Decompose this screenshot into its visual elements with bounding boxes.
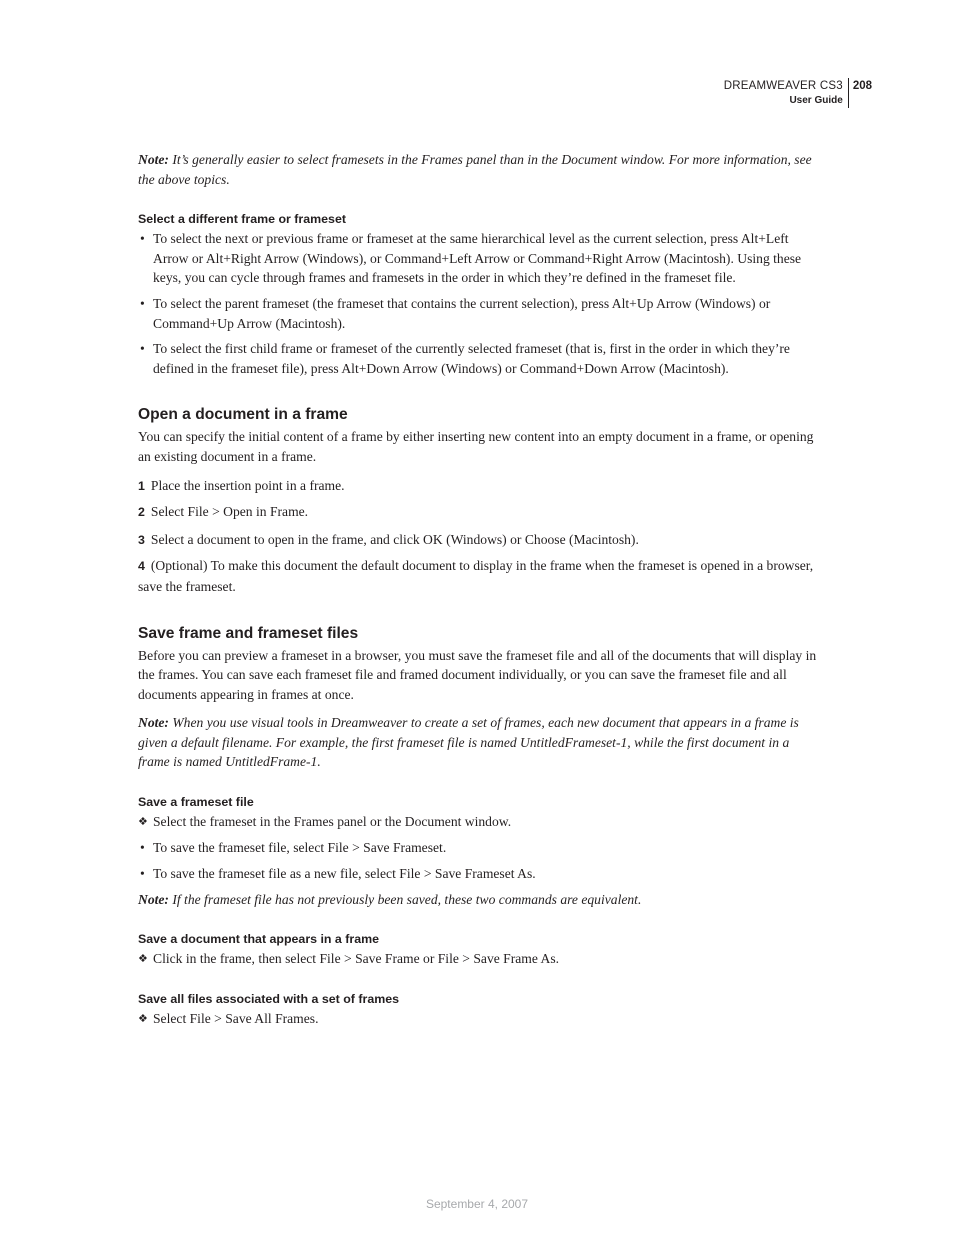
bullet-marker: • — [140, 341, 145, 357]
step-marker: ❖ — [138, 815, 148, 829]
list-item-text: To select the next or previous frame or frameset at the same hierarchical level as the current selection, press Alt+Left Arrow or Alt+Right Arrow (Windows), or Command+Left Arrow or Command+Right Arrow (Macintosh). Using these keys, you can cycle through frames and framesets in the order in which they’re defined in the frameset file. — [153, 231, 802, 286]
step-text: Select File > Open in Frame. — [150, 504, 309, 520]
bullet-marker: • — [140, 866, 145, 882]
step-number: 3 — [138, 532, 145, 547]
header-title: DREAMWEAVER CS3 — [723, 80, 843, 92]
step-text: Click in the frame, then select File > Save Frame or File > Save Frame As. — [153, 951, 560, 967]
note-label: Note: — [138, 715, 169, 731]
list-item-text: To select the parent frameset (the frameset that contains the current selection), press Alt+Up Arrow (Windows) or Command+Up Arrow (Macintosh). — [153, 295, 771, 331]
single-step — [138, 1009, 818, 1029]
note-text: It’s generally easier to select framesets in the Frames panel than in the Document window. For more information, see the above topics. — [138, 152, 812, 187]
step-item — [138, 476, 818, 497]
single-step — [138, 812, 818, 832]
footer-date: September 4, 2007 — [425, 1197, 529, 1211]
list-item — [138, 838, 818, 858]
step-item — [138, 556, 818, 596]
bullet-marker: • — [140, 295, 145, 311]
step-text: Place the insertion point in a frame. — [150, 477, 345, 493]
bullet-marker: • — [140, 839, 145, 855]
step-number: 2 — [138, 505, 145, 520]
step-marker: ❖ — [138, 952, 148, 966]
list-item-text: To save the frameset file, select File > Save Frameset. — [153, 839, 447, 855]
section-heading-save-files: Save frame and frameset files — [138, 624, 359, 642]
subheading-save-all: Save all files associated with a set of frames — [138, 992, 400, 1007]
list-item — [138, 864, 818, 884]
header-subtitle: User Guide — [789, 95, 843, 106]
step-text: (Optional) To make this document the default document to display in the frame when the frameset is opened in a browser, save the frameset. — [138, 558, 814, 594]
step-marker: ❖ — [138, 1012, 148, 1026]
step-item — [138, 502, 818, 523]
list-item-text: To select the first child frame or frameset of the currently selected frameset (that is, first in the order in which they’re defined in the frameset file), press Alt+Down Arrow (Windows) or Command+Down Arrow (Macintosh). — [153, 341, 790, 376]
page-content — [138, 150, 818, 1029]
list-item — [138, 294, 818, 333]
bullet-marker: • — [140, 231, 145, 247]
section-intro: You can specify the initial content of a frame by either inserting new content into an empty document in a frame, or opening an existing document in a frame. — [138, 429, 814, 464]
note — [138, 150, 818, 189]
step-text: Select File > Save All Frames. — [153, 1011, 319, 1027]
section-heading-open-document: Open a document in a frame — [138, 406, 348, 424]
step-item — [138, 530, 818, 551]
note — [138, 713, 818, 772]
list-item — [138, 229, 818, 288]
note-text: When you use visual tools in Dreamweaver to create a set of frames, each new document that appears in a frame is given a default filename. For example, the first frameset file is named UntitledFrameset-1, while the first document in a frame is named UntitledFrame-1. — [138, 715, 799, 770]
step-text: Select the frameset in the Frames panel or the Document window. — [153, 814, 512, 830]
step-text: Select a document to open in the frame, and click OK (Windows) or Choose (Macintosh). — [150, 531, 639, 547]
note-text: If the frameset file has not previously been saved, these two commands are equivalent. — [168, 891, 642, 907]
subheading-save-document: Save a document that appears in a frame — [138, 932, 380, 947]
subheading-select-frame: Select a different frame or frameset — [138, 212, 346, 227]
step-number: 1 — [138, 478, 145, 493]
section-intro: Before you can preview a frameset in a browser, you must save the frameset file and all of the documents that will display in the frames. You can save each frameset file and framed document individually, or you can save the frameset file and all documents appearing in frames at once. — [138, 647, 817, 702]
list-item-text: To save the frameset file as a new file, select File > Save Frameset As. — [153, 866, 536, 882]
note — [138, 890, 818, 910]
note-label: Note: — [138, 152, 169, 167]
page-number: 208 — [852, 80, 872, 92]
page-header — [724, 78, 872, 108]
subheading-save-frameset: Save a frameset file — [138, 795, 254, 810]
header-text — [724, 78, 849, 108]
step-number: 4 — [138, 559, 145, 574]
note-label: Note: — [138, 891, 169, 907]
list-item — [138, 339, 818, 378]
single-step — [138, 949, 818, 969]
